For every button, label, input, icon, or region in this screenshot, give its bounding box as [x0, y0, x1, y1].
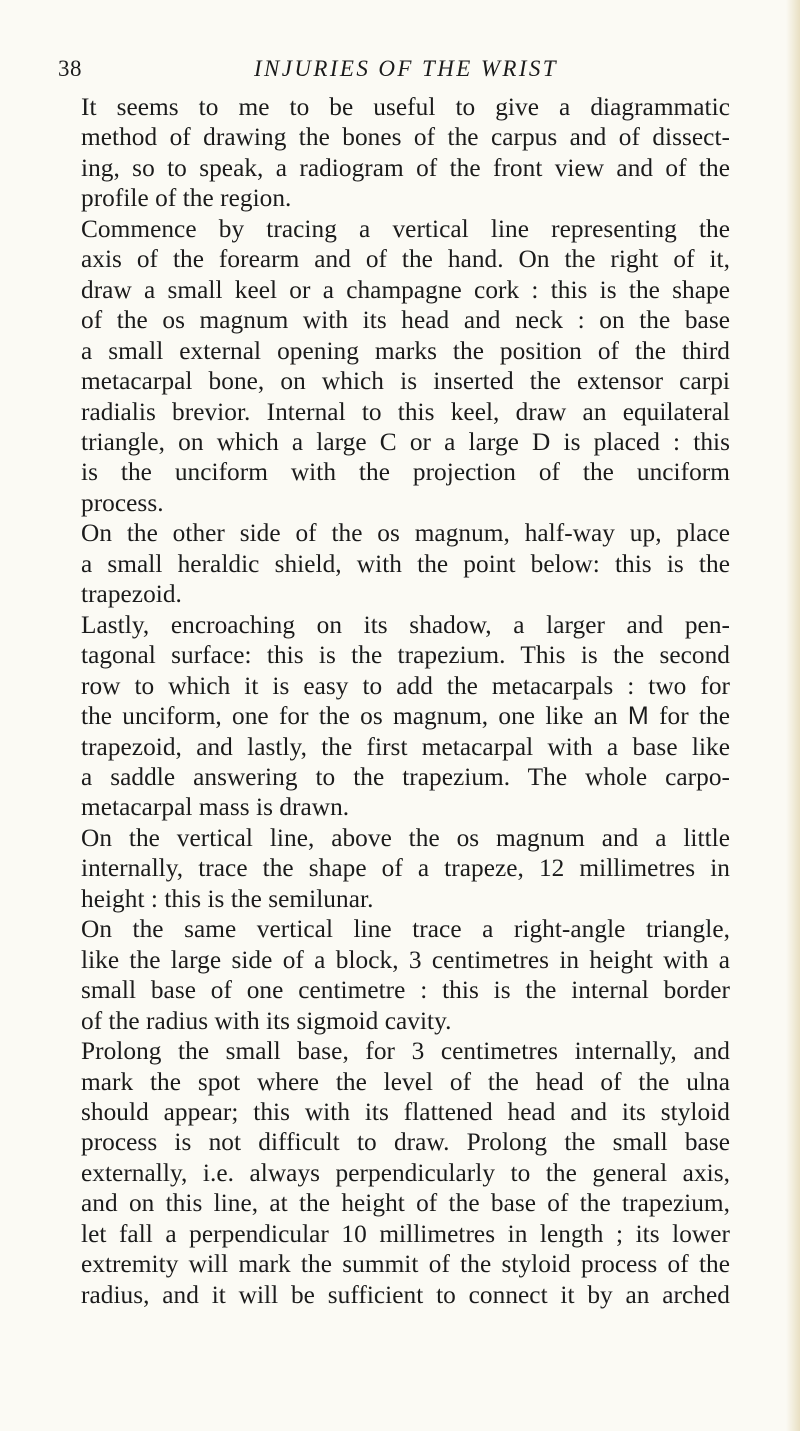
- page-number: 38: [58, 56, 82, 81]
- paragraph-radius: [58, 914, 730, 1036]
- text-line: method of drawing the bones of the carpus and of dissect-: [81, 123, 730, 152]
- text-line: tagonal surface: this is the trapezium. This is the second: [81, 641, 730, 670]
- text-fragment: for the: [659, 702, 731, 731]
- text-line: On the vertical line, above the os magnum and a little: [81, 823, 730, 852]
- text-line: of the os magnum with its head and neck : on the base: [81, 306, 730, 335]
- text-line: draw a small keel or a champagne cork : this is the shape: [81, 275, 730, 304]
- text-line: let fall a perpendicular 10 millimetres in length ; its lower: [81, 1219, 730, 1248]
- paragraph-ulna-styloid: [58, 1036, 730, 1310]
- text-line: a small heraldic shield, with the point below: this is the: [81, 549, 730, 578]
- text-line: On the same vertical line trace a right-angle triangle,: [81, 915, 730, 944]
- text-line: internally, trace the shape of a trapeze, 12 millimetres in: [81, 854, 730, 883]
- paragraph-trapezoid: [58, 518, 730, 609]
- paragraph-os-magnum: [58, 214, 730, 519]
- text-line-with-letter: [58, 701, 730, 731]
- text-line: trapezoid.: [81, 580, 182, 609]
- text-line: It seems to me to be useful to give a diagrammatic: [81, 93, 730, 121]
- paragraph-semilunar: [58, 823, 730, 914]
- text-line: row to which it is easy to add the metacarpals : two for: [81, 671, 730, 700]
- text-line: axis of the forearm and of the hand. On the right of it,: [81, 245, 730, 274]
- running-head: [58, 56, 730, 90]
- text-line: On the other side of the os magnum, half-way up, place: [81, 519, 730, 548]
- text-line: small base of one centimetre : this is the internal border: [81, 976, 730, 1005]
- text-line: Commence by tracing a vertical line representing the: [81, 214, 730, 243]
- text-line: Lastly, encroaching on its shadow, a larger and pen-: [81, 610, 730, 639]
- text-line: a small external opening marks the position of the third: [81, 336, 730, 365]
- text-line: profile of the region.: [81, 184, 292, 213]
- text-line: process.: [81, 488, 164, 517]
- text-fragment: the unciform, one for the os magnum, one like an: [81, 702, 618, 731]
- page-edge-shadow: [786, 0, 800, 1431]
- text-line: mark the spot where the level of the head of the ulna: [81, 1067, 730, 1096]
- text-line: should appear; this with its flattened head and its styloid: [81, 1097, 730, 1126]
- letter-m-glyph: M: [627, 702, 649, 731]
- text-line: radialis brevior. Internal to this keel, draw an equilateral: [81, 397, 730, 426]
- text-line: of the radius with its sigmoid cavity.: [81, 1006, 452, 1035]
- paragraph-trapezium: [58, 610, 730, 823]
- text-line: extremity will mark the summit of the styloid process of the: [81, 1250, 730, 1279]
- text-line: like the large side of a block, 3 centimetres in height with a: [81, 945, 730, 974]
- text-line: metacarpal mass is drawn.: [81, 793, 350, 822]
- text-line: a saddle answering to the trapezium. The whole carpo-: [81, 762, 730, 791]
- body-text: [58, 92, 730, 1310]
- text-line: radius, and it will be sufficient to connect it by an arched: [81, 1280, 730, 1309]
- text-line: triangle, on which a large C or a large D is placed : this: [81, 427, 730, 456]
- text-line: Prolong the small base, for 3 centimetres internally, and: [81, 1037, 730, 1066]
- paragraph-intro: [58, 92, 730, 214]
- text-line: metacarpal bone, on which is inserted the extensor carpi: [81, 367, 730, 396]
- text-line: height : this is the semilunar.: [81, 884, 374, 913]
- text-line: is the unciform with the projection of the unciform: [81, 458, 730, 487]
- running-title: INJURIES OF THE WRIST: [254, 56, 558, 81]
- text-line: and on this line, at the height of the base of the trapezium,: [81, 1189, 730, 1218]
- text-line: trapezoid, and lastly, the first metacarpal with a base like: [81, 732, 730, 761]
- text-line: process is not difficult to draw. Prolong the small base: [81, 1128, 730, 1157]
- text-line: ing, so to speak, a radiogram of the front view and of the: [81, 153, 730, 182]
- text-line: externally, i.e. always perpendicularly to the general axis,: [81, 1158, 730, 1187]
